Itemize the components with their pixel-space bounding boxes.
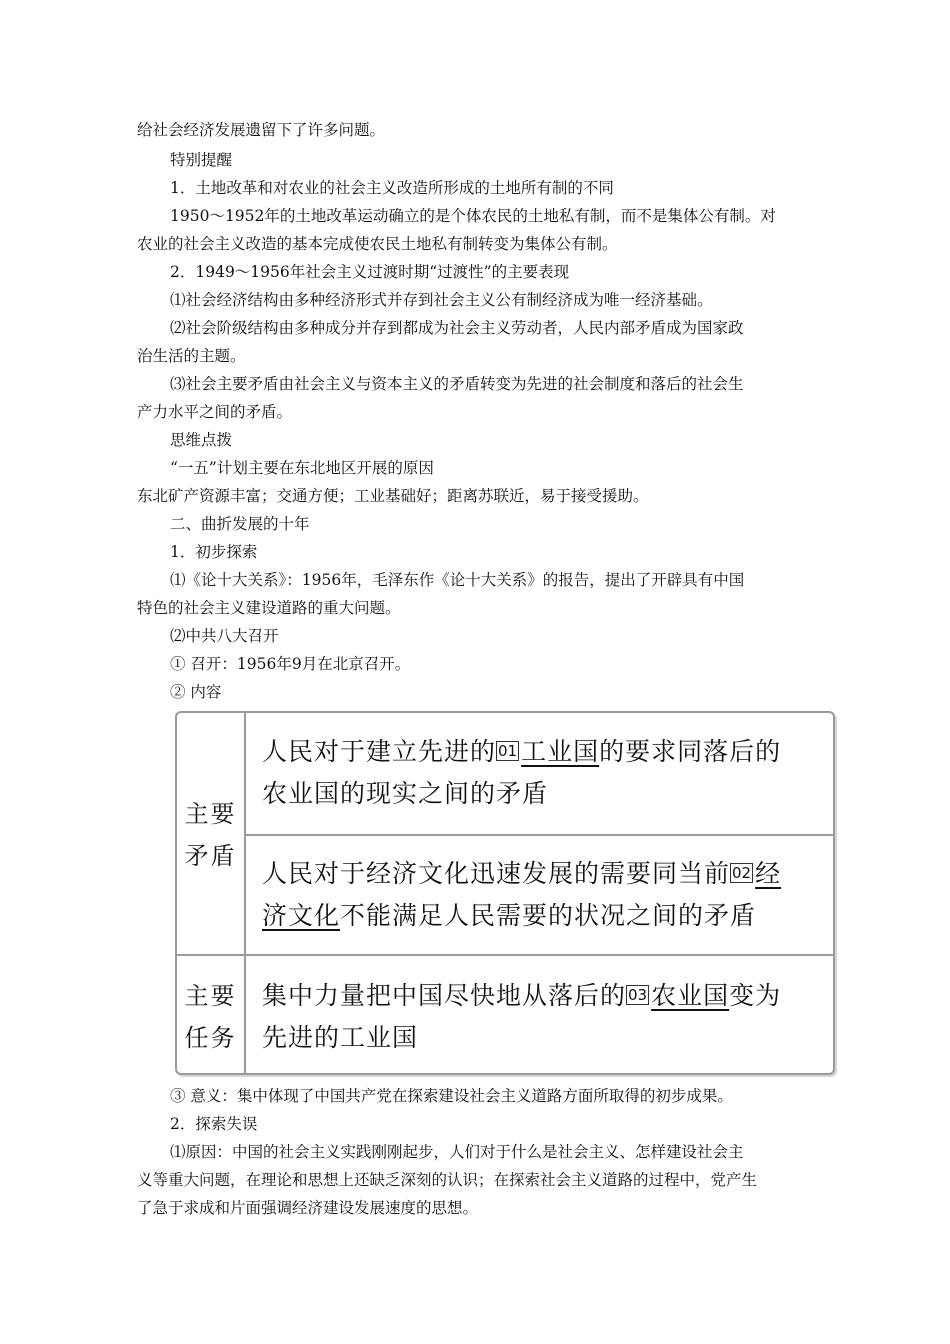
paragraph-line: 农业的社会主义改造的基本完成使农民土地私有制转变为集体公有制。 (137, 235, 618, 253)
paragraph-line: ⑴社会经济结构由多种经济形式并存到社会主义公有制经济成为唯一经济基础。 (170, 291, 713, 309)
fill-blank: 03 农业国 (628, 981, 730, 1010)
table-cell-contradiction-2 (262, 853, 827, 937)
paragraph-line: ⑴《论十大关系》：1956年，毛泽东作《论十大关系》的报告，提出了开辟具有中国 (170, 571, 745, 589)
paragraph-line: ② 内容 (170, 683, 222, 701)
table-divider (244, 834, 833, 836)
fill-blank: 02 经 (732, 859, 782, 888)
paragraph-line: 2．1949～1956年社会主义过渡时期“过渡性”的主要表现 (170, 263, 570, 281)
paragraph-line: 1．土地改革和对农业的社会主义改造所形成的土地所有制的不同 (170, 179, 614, 197)
cell-line: 先进的工业国 (262, 1023, 419, 1052)
blank-number: 03 (628, 986, 648, 1004)
content-table (175, 711, 835, 1075)
paragraph-line: 1．初步探索 (170, 543, 258, 561)
section-heading: 2．探索失误 (170, 1115, 258, 1133)
paragraph-line: ⑶社会主要矛盾由社会主义与资本主义的矛盾转变为先进的社会制度和落后的社会生 (170, 375, 744, 393)
paragraph-line: 东北矿产资源丰富；交通方便；工业基础好；距离苏联近，易于接受援助。 (137, 487, 649, 505)
cell-line: 人民对于建立先进的 01 工业国的要求同落后的 (262, 737, 782, 766)
paragraph-line: “一五”计划主要在东北地区开展的原因 (170, 459, 434, 477)
paragraph-line: 1950～1952年的土地改革运动确立的是个体农民的土地私有制，而不是集体公有制。对 (170, 207, 776, 225)
paragraph-line: ⑵中共八大召开 (170, 627, 279, 645)
paragraph-line: 了急于求成和片面强调经济建设发展速度的思想。 (137, 1199, 479, 1217)
table-cell-contradiction-1 (262, 731, 827, 815)
paragraph-line: 义等重大问题，在理论和思想上还缺乏深刻的认识；在探索社会主义道路的过程中，党产生 (137, 1171, 758, 1189)
blank-number: 02 (732, 864, 752, 882)
section-heading: 思维点拨 (170, 431, 233, 449)
paragraph-line: 治生活的主题。 (137, 347, 246, 365)
paragraph-line: ① 召开：1956年9月在北京召开。 (170, 655, 411, 673)
paragraph-line: 给社会经济发展遗留下了许多问题。 (137, 121, 386, 139)
paragraph-line: ⑴原因：中国的社会主义实践刚刚起步，人们对于什么是社会主义、怎样建设社会主 (170, 1143, 744, 1161)
blank-number: 01 (498, 742, 518, 760)
cell-line: 农业国的现实之间的矛盾 (262, 779, 549, 808)
fill-blank: 济文化 (262, 901, 341, 930)
paragraph-line: 产力水平之间的矛盾。 (137, 403, 293, 421)
paragraph-line: 特色的社会主义建设道路的重大问题。 (137, 599, 401, 617)
section-heading: 特别提醒 (170, 151, 233, 169)
cell-line: 济文化不能满足人民需要的状况之间的矛盾 (262, 901, 757, 930)
table-divider (244, 713, 246, 1073)
table-header-main-task: 主要 任务 (184, 982, 237, 1052)
cell-line: 集中力量把中国尽快地从落后的 03 农业国变为 (262, 981, 782, 1010)
cell-line: 人民对于经济文化迅速发展的需要同当前 02 经 (262, 859, 782, 888)
table-cell-task (262, 975, 827, 1059)
section-heading: 二、曲折发展的十年 (170, 515, 310, 533)
paragraph-line: ⑵社会阶级结构由多种成分并存到都成为社会主义劳动者，人民内部矛盾成为国家政 (170, 319, 744, 337)
fill-blank: 01 工业国 (498, 737, 600, 766)
table-divider (177, 954, 833, 956)
table-header-main-contradiction: 主要 矛盾 (184, 800, 237, 870)
paragraph-line: ③ 意义：集中体现了中国共产党在探索建设社会主义道路方面所取得的初步成果。 (170, 1087, 733, 1105)
